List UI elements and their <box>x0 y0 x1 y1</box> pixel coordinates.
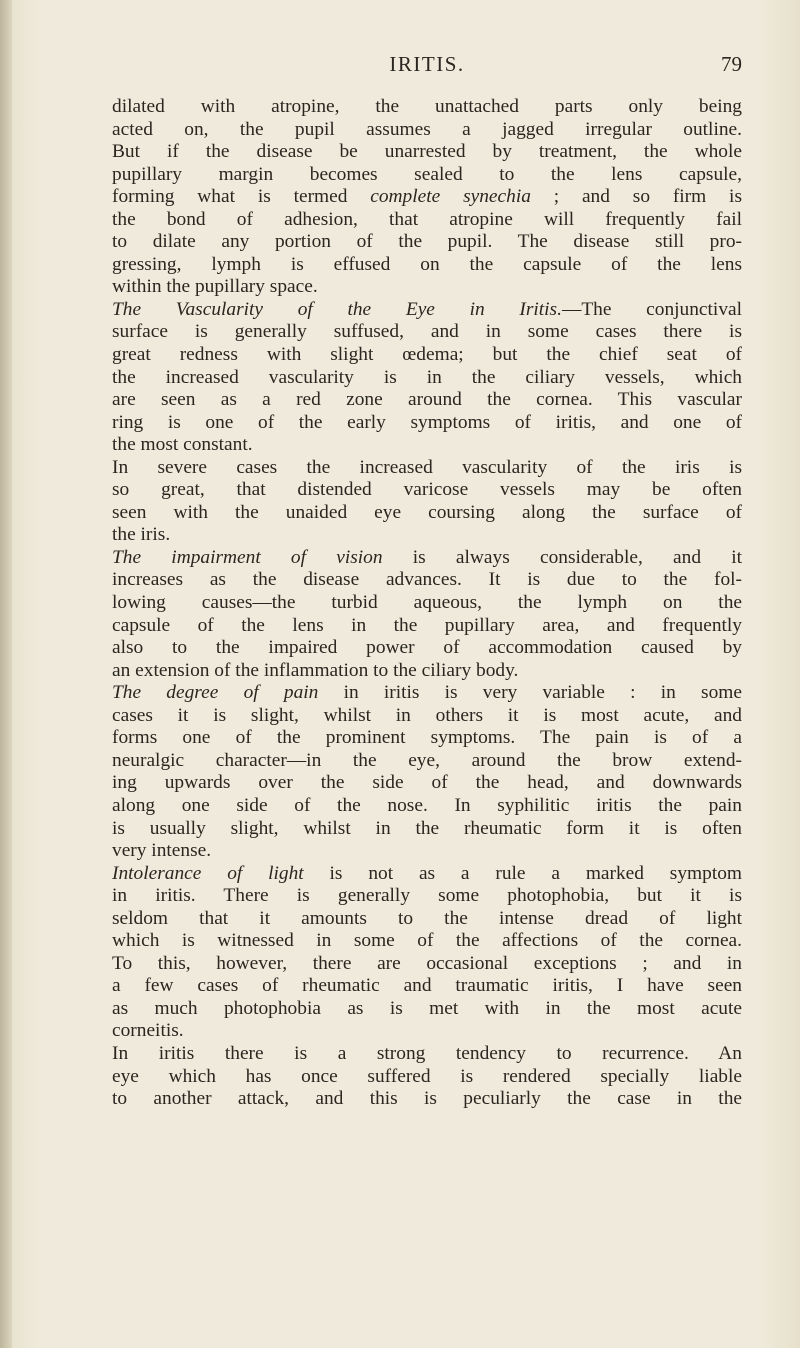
text-line: eye which has once suffered is rendered specially liable <box>112 1065 742 1087</box>
text-line: along one side of the nose. In syphilitic iritis the pain <box>112 794 742 816</box>
paragraph-impairment <box>112 547 742 682</box>
text-line: In severe cases the increased vascularity of the iris is <box>112 456 742 478</box>
text-line: ring is one of the early symptoms of iritis, and one of <box>112 411 742 433</box>
text-line <box>112 186 742 209</box>
text-line: To this, however, there are occasional exceptions ; and in <box>112 952 742 974</box>
text-line: very intense. <box>112 840 212 862</box>
text-line: which is witnessed in some of the affections of the cornea. <box>112 930 742 952</box>
text-line: But if the disease be unarrested by treatment, the whole <box>112 141 742 163</box>
section-heading: The impairment of vision <box>112 546 383 568</box>
text-run: —The conjunctival <box>561 298 743 320</box>
text-line: acted on, the pupil assumes a jagged irregular outline. <box>112 118 742 140</box>
text-line: capsule of the lens in the pupillary area, and frequently <box>112 614 742 636</box>
paragraph-recurrence <box>112 1043 742 1111</box>
text-line: to dilate any portion of the pupil. The disease still pro- <box>112 231 742 253</box>
text-line <box>112 863 742 886</box>
text-line: forms one of the prominent symptoms. The pain is of a <box>112 727 742 749</box>
text-line: are seen as a red zone around the cornea. This vascular <box>112 389 742 411</box>
text-line: dilated with atropine, the unattached parts only being <box>112 96 742 117</box>
text-run: forming what is termed <box>112 186 371 208</box>
text-line: increases as the disease advances. It is due to the fol- <box>112 569 742 591</box>
text-line: cases it is slight, whilst in others it is most acute, and <box>112 704 742 726</box>
italic-term: complete synechia <box>370 186 531 208</box>
text-run: is not as a rule a marked symptom <box>303 862 742 884</box>
text-line <box>112 682 742 705</box>
text-line: also to the impaired power of accommodation caused by <box>112 637 742 659</box>
text-line: is usually slight, whilst in the rheumatic form it is often <box>112 817 742 839</box>
text-line: in iritis. There is generally some photophobia, but it is <box>112 885 742 907</box>
text-line: so great, that distended varicose vessels may be often <box>112 479 742 501</box>
text-run: ; and so firm is <box>530 186 742 208</box>
text-line: In iritis there is a strong tendency to recurrence. An <box>112 1042 742 1064</box>
text-line: a few cases of rheumatic and traumatic iritis, I have seen <box>112 975 742 997</box>
paragraph-intolerance <box>112 863 742 1043</box>
section-heading: Intolerance of light <box>112 862 304 884</box>
text-line: great redness with slight œdema; but the chief seat of <box>112 344 742 366</box>
text-line: ing upwards over the side of the head, and downwards <box>112 772 742 794</box>
text-line: corneitis. <box>112 1020 184 1042</box>
text-run: in iritis is very variable : in some <box>318 682 742 704</box>
text-line: seldom that it amounts to the intense dread of light <box>112 907 742 929</box>
text-line: to another attack, and this is peculiarly the case in the <box>112 1088 742 1110</box>
text-line: seen with the unaided eye coursing along the surface of <box>112 501 742 523</box>
body-text <box>112 96 742 1111</box>
running-head: IRITIS. <box>389 52 465 76</box>
paragraph-vascularity <box>112 299 742 457</box>
paragraph-severe-cases <box>112 457 742 547</box>
section-heading: The Vascularity of the Eye in Iritis. <box>112 298 562 320</box>
text-line: neuralgic character—in the eye, around the brow extend- <box>112 749 742 771</box>
text-line: within the pupillary space. <box>112 276 318 298</box>
page-header <box>112 52 742 82</box>
text-line: the iris. <box>112 524 171 546</box>
text-line: lowing causes—the turbid aqueous, the lymph on the <box>112 592 742 614</box>
text-line: surface is generally suffused, and in some cases there is <box>112 321 742 343</box>
text-line: the increased vascularity is in the ciliary vessels, which <box>112 366 742 388</box>
text-line <box>112 299 742 322</box>
text-line: an extension of the inflammation to the ciliary body. <box>112 659 519 681</box>
text-line: pupillary margin becomes sealed to the lens capsule, <box>112 163 742 185</box>
text-line: the most constant. <box>112 434 253 456</box>
text-line: as much photophobia as is met with in the most acute <box>112 997 742 1019</box>
text-run: is always considerable, and it <box>382 546 743 568</box>
page-number: 79 <box>721 52 742 76</box>
section-heading: The degree of pain <box>112 682 319 704</box>
paragraph-1 <box>112 96 742 299</box>
text-line: gressing, lymph is effused on the capsule of the lens <box>112 253 742 275</box>
page-gutter <box>0 0 12 1348</box>
paragraph-pain <box>112 682 742 862</box>
text-line <box>112 547 742 570</box>
text-line: the bond of adhesion, that atropine will frequently fail <box>112 208 742 230</box>
